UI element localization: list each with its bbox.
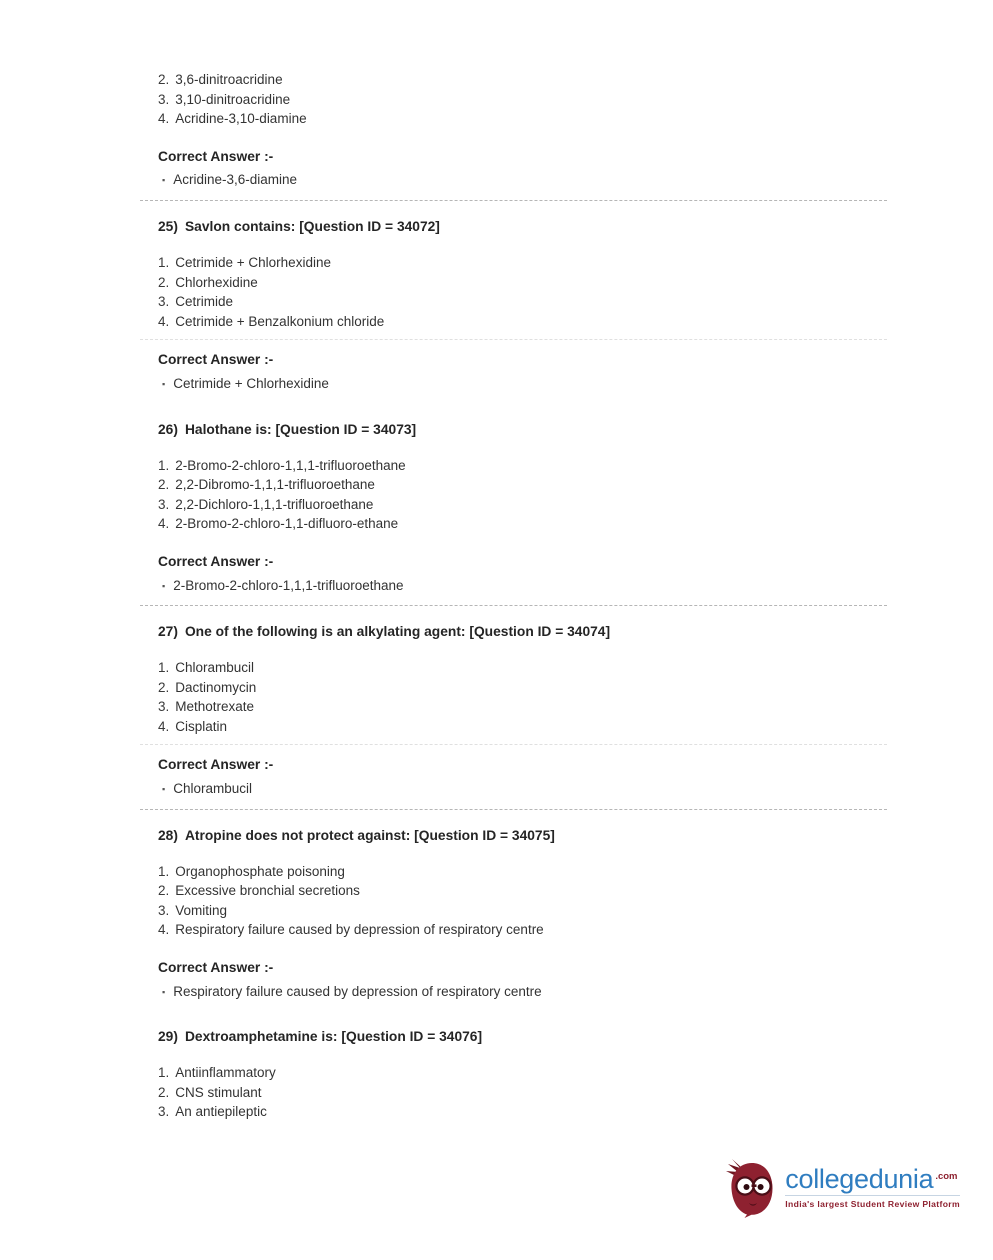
question-title <box>158 421 887 439</box>
option <box>158 273 887 293</box>
option-number: 1. <box>158 457 170 473</box>
option-number: 2. <box>158 477 170 493</box>
question-number: 29) <box>158 1029 178 1045</box>
option-text: 3,6-dinitroacridine <box>175 72 283 87</box>
option-number: 4. <box>158 516 170 532</box>
option <box>158 678 887 698</box>
option <box>158 862 887 882</box>
option <box>158 514 887 534</box>
options-list <box>158 658 887 736</box>
option <box>158 1063 887 1083</box>
options-list <box>158 70 887 129</box>
question-id: [Question ID = 34076] <box>341 1029 483 1045</box>
option <box>158 475 887 495</box>
option-text: 2-Bromo-2-chloro-1,1-difluoro-ethane <box>175 516 399 532</box>
question-number: 27) <box>158 624 178 640</box>
options-list <box>158 862 887 940</box>
options-list <box>158 253 887 331</box>
option <box>158 717 887 737</box>
question-id: [Question ID = 34075] <box>414 827 555 843</box>
answer-text: Acridine-3,6-diamine <box>173 172 298 188</box>
option <box>158 1102 887 1122</box>
answer-text: Respiratory failure caused by depression of respiratory centre <box>173 983 542 999</box>
option-text: Cisplatin <box>175 718 228 734</box>
question-25 <box>158 218 887 395</box>
question-28 <box>158 827 887 1003</box>
option <box>158 70 887 90</box>
dashed-divider <box>140 200 887 201</box>
answer-text: Chlorambucil <box>173 781 252 797</box>
logo-text <box>785 1165 960 1209</box>
question-26 <box>158 421 887 597</box>
option <box>158 697 887 717</box>
option-number: 4. <box>158 313 170 329</box>
correct-answer-value <box>158 779 887 800</box>
logo-brand-row <box>785 1165 960 1196</box>
option-text: Cetrimide <box>175 294 234 310</box>
options-list <box>158 456 887 534</box>
option-text: Excessive bronchial secretions <box>175 883 360 899</box>
option-number: 3. <box>158 294 170 310</box>
option-text: CNS stimulant <box>175 1084 262 1100</box>
option-text: Cetrimide + Chlorhexidine <box>175 254 331 270</box>
option <box>158 253 887 273</box>
option-number: 2. <box>158 72 170 87</box>
option-number: 2. <box>158 274 170 290</box>
option-text: 2-Bromo-2-chloro-1,1,1-trifluoroethane <box>175 457 406 473</box>
option-number: 3. <box>158 902 170 918</box>
question-id: [Question ID = 34072] <box>299 218 440 234</box>
option-text: Chlorhexidine <box>175 274 258 290</box>
option-number: 3. <box>158 1104 170 1120</box>
dashed-divider-faint <box>140 744 887 745</box>
correct-answer-value <box>158 374 887 395</box>
option <box>158 658 887 678</box>
logo-brand: collegedunia <box>785 1164 934 1194</box>
correct-answer-label: Correct Answer :- <box>158 352 274 368</box>
option-number: 3. <box>158 699 170 715</box>
options-list <box>158 1063 887 1122</box>
option-text: Organophosphate poisoning <box>175 863 345 879</box>
dashed-divider <box>140 809 887 810</box>
answer-text: Cetrimide + Chlorhexidine <box>173 375 329 391</box>
logo-tld: .com <box>935 1171 958 1182</box>
collegedunia-logo <box>724 1156 960 1218</box>
logo-tagline: India's largest Student Review Platform <box>785 1199 960 1209</box>
correct-answer-value <box>158 982 887 1003</box>
option-number: 3. <box>158 496 170 512</box>
option <box>158 1083 887 1103</box>
correct-answer-label: Correct Answer :- <box>158 960 274 976</box>
option <box>158 90 887 110</box>
option <box>158 495 887 515</box>
option <box>158 920 887 940</box>
option-number: 1. <box>158 1065 170 1081</box>
question-number: 26) <box>158 421 178 437</box>
question-text: Atropine does not protect against: <box>184 827 411 843</box>
question-partial <box>158 70 887 191</box>
option-text: Dactinomycin <box>175 679 257 695</box>
bullet-icon: ▪ <box>162 580 166 591</box>
bullet-icon: ▪ <box>162 378 166 389</box>
option <box>158 881 887 901</box>
option <box>158 312 887 332</box>
question-text: Savlon contains: <box>184 218 296 234</box>
question-title <box>158 623 887 641</box>
option <box>158 456 887 476</box>
question-title <box>158 827 887 845</box>
collegedunia-mascot-icon <box>724 1156 778 1218</box>
dashed-divider <box>140 605 887 606</box>
option-number: 2. <box>158 679 170 695</box>
option-text: An antiepileptic <box>175 1104 267 1120</box>
question-title <box>158 218 887 236</box>
bullet-icon: ▪ <box>162 784 166 795</box>
option-text: Respiratory failure caused by depression of respiratory centre <box>175 922 544 938</box>
dashed-divider-faint <box>140 339 887 340</box>
option-number: 3. <box>158 91 170 107</box>
option-text: Chlorambucil <box>175 660 255 676</box>
option-text: 2,2-Dibromo-1,1,1-trifluoroethane <box>175 477 375 493</box>
question-text: Halothane is: <box>184 421 272 437</box>
option-number: 4. <box>158 718 170 734</box>
question-text: One of the following is an alkylating agent: <box>184 624 466 640</box>
option-text: Antiinflammatory <box>175 1065 276 1081</box>
bullet-icon: ▪ <box>162 986 166 997</box>
option-number: 2. <box>158 883 170 899</box>
option-text: Methotrexate <box>175 699 255 715</box>
correct-answer-label: Correct Answer :- <box>158 757 274 773</box>
answer-text: 2-Bromo-2-chloro-1,1,1-trifluoroethane <box>173 577 404 593</box>
option-number: 4. <box>158 111 170 127</box>
correct-answer-label: Correct Answer :- <box>158 148 274 164</box>
option-number: 1. <box>158 863 170 879</box>
question-29 <box>158 1028 887 1122</box>
option-number: 4. <box>158 922 170 938</box>
option-text: 2,2-Dichloro-1,1,1-trifluoroethane <box>175 496 374 512</box>
option-number: 2. <box>158 1084 170 1100</box>
option-text: 3,10-dinitroacridine <box>175 91 291 107</box>
option-text: Vomiting <box>175 902 228 918</box>
option <box>158 901 887 921</box>
correct-answer-value <box>158 576 887 597</box>
question-number: 25) <box>158 218 178 234</box>
option-number: 1. <box>158 254 170 270</box>
option-text: Acridine-3,10-diamine <box>175 111 307 127</box>
question-id: [Question ID = 34073] <box>275 421 417 437</box>
question-text: Dextroamphetamine is: <box>184 1029 338 1045</box>
option-text: Cetrimide + Benzalkonium chloride <box>175 313 385 329</box>
correct-answer-value <box>158 170 887 191</box>
correct-answer-label: Correct Answer :- <box>158 553 274 569</box>
question-27 <box>158 623 887 800</box>
bullet-icon: ▪ <box>162 175 166 186</box>
option <box>158 109 887 129</box>
option-number: 1. <box>158 660 170 676</box>
question-title <box>158 1028 887 1046</box>
question-id: [Question ID = 34074] <box>469 624 611 640</box>
question-number: 28) <box>158 827 178 843</box>
option <box>158 292 887 312</box>
